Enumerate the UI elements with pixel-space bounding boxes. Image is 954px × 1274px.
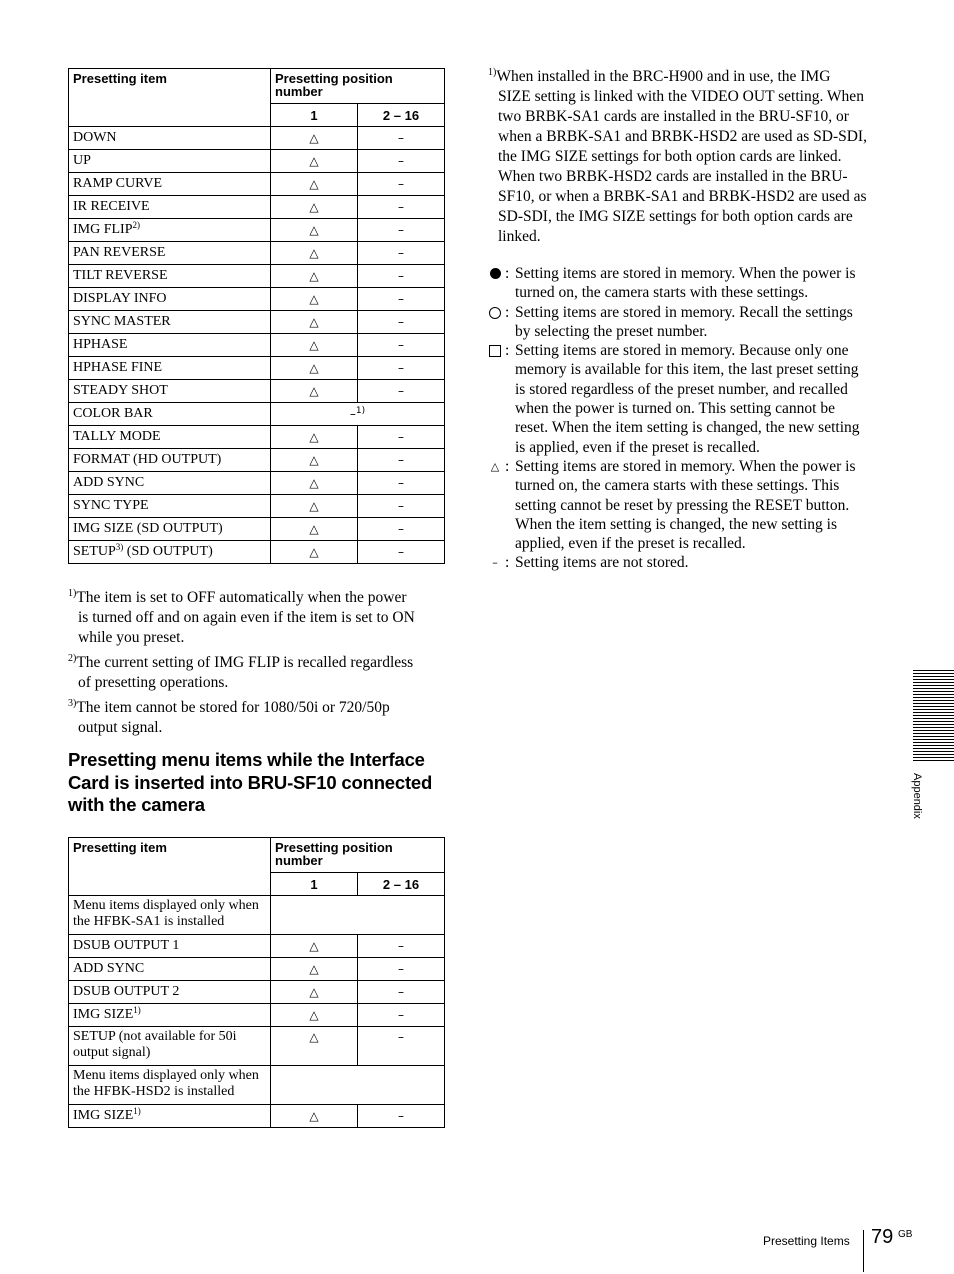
row-name: SETUP$^{3)}$ (SD OUTPUT) — [69, 541, 271, 564]
header-presetting-item: Presetting item — [69, 838, 271, 896]
row-name: UP — [69, 150, 271, 173]
legend-item: – : Setting items are not stored. — [488, 553, 866, 572]
triangle-icon: △ — [271, 334, 358, 357]
dash-icon: – — [358, 196, 445, 219]
triangle-icon: △ — [271, 357, 358, 380]
group-label: Menu items displayed only when the HFBK-SA1 is installed — [69, 896, 271, 935]
dash-icon: – — [358, 935, 445, 958]
circle-icon — [488, 303, 502, 325]
table-row — [69, 541, 445, 564]
row-name: HPHASE — [69, 334, 271, 357]
triangle-icon: △ — [271, 242, 358, 265]
triangle-icon: △ — [271, 265, 358, 288]
row-name: SYNC MASTER — [69, 311, 271, 334]
dash-icon: – — [358, 958, 445, 981]
section-heading: Presetting menu items while the Interface Card is inserted into BRU-SF10 connected with the camera — [68, 749, 433, 815]
table-row — [69, 196, 445, 219]
table-row — [69, 1105, 445, 1128]
triangle-icon: △ — [490, 459, 500, 473]
table-row — [69, 334, 445, 357]
row-name: IMG SIZE (SD OUTPUT) — [69, 518, 271, 541]
table-row — [69, 518, 445, 541]
footnote: $^{3)}$The item cannot be stored for 1080/50i or 720/50p output signal. — [68, 698, 390, 736]
triangle-icon: △ — [271, 1105, 358, 1128]
table-row — [69, 219, 445, 242]
right-footnote: $^{1)}$When installed in the BRC-H900 and in use, the IMG SIZE setting is linked with the VIDEO OUT setting. When two BRBK-SA1 cards are installed in the BRU-SF10, or when a BRBK-SA1 and BRBK-HSD2 are used as SD-SDI, the IMG SIZE settings for both option cards are linked. When two BRBK-HSD2 cards are installed in the BRU-SF10, or when a BRBK-SA1 and BRBK-HSD2 are used as SD-SDI, the IMG SIZE settings for both option cards are linked. — [488, 67, 867, 245]
row-name: STEADY SHOT — [69, 380, 271, 403]
square-icon — [488, 341, 502, 363]
group-empty — [271, 896, 445, 935]
legend-text: Setting items are stored in memory. When the power is turned on, the camera starts with these settings. This setting cannot be reset by pressing the RESET button. When the item setting is changed, the new setting is applied, even if the preset is recalled. — [515, 457, 856, 553]
triangle-icon: △ — [271, 958, 358, 981]
footer-section-name: Presetting Items — [763, 1234, 850, 1248]
table-row — [69, 495, 445, 518]
table-row — [69, 403, 445, 426]
table-row — [69, 357, 445, 380]
triangle-icon: △ — [271, 935, 358, 958]
footnote: $^{2)}$The current setting of IMG FLIP is recalled regardless of presetting operations. — [68, 653, 414, 691]
table-row — [69, 265, 445, 288]
row-name: IMG SIZE$^{1)}$ — [69, 1004, 271, 1027]
triangle-icon: △ — [271, 288, 358, 311]
group-row — [69, 896, 445, 935]
dash-icon: – — [358, 219, 445, 242]
dash-icon: – — [358, 173, 445, 196]
triangle-icon: △ — [271, 518, 358, 541]
triangle-icon: △ — [271, 472, 358, 495]
dash-icon: – — [358, 449, 445, 472]
table-row — [69, 288, 445, 311]
row-name: PAN REVERSE — [69, 242, 271, 265]
header-presetting-position: Presetting position number — [271, 838, 445, 873]
header-presetting-item: Presetting item — [69, 69, 271, 127]
triangle-icon: △ — [271, 426, 358, 449]
row-value-merged: –$^{1)}$ — [271, 403, 445, 426]
table-row — [69, 958, 445, 981]
triangle-icon: △ — [271, 219, 358, 242]
header-col-1: 1 — [271, 873, 358, 896]
symbol-legend — [488, 264, 866, 573]
row-name: IMG FLIP$^{2)}$ — [69, 219, 271, 242]
dash-icon: – — [358, 380, 445, 403]
dash-icon: – — [358, 334, 445, 357]
row-name: ADD SYNC — [69, 472, 271, 495]
dash-icon: – — [358, 472, 445, 495]
row-name: HPHASE FINE — [69, 357, 271, 380]
preset-table-main — [68, 68, 445, 564]
legend-text: Setting items are stored in memory. Because only one memory is available for this item, the last preset setting is stored regardless of the preset number, and recalled when the power is turned on. This setting cannot be reset. When the item setting is changed, the new setting is applied, even if the preset is recalled. — [515, 342, 860, 456]
row-name: FORMAT (HD OUTPUT) — [69, 449, 271, 472]
row-name: COLOR BAR — [69, 403, 271, 426]
triangle-icon: △ — [271, 196, 358, 219]
footnotes — [68, 584, 448, 739]
legend-text: Setting items are stored in memory. When the power is turned on, the camera starts with these settings. — [515, 265, 856, 302]
row-name: IR RECEIVE — [69, 196, 271, 219]
dash-icon: – — [358, 242, 445, 265]
header-col-2-16: 2 – 16 — [358, 873, 445, 896]
preset-table-interface-card — [68, 837, 445, 1128]
triangle-icon: △ — [271, 981, 358, 1004]
page-number: 79 — [871, 1226, 894, 1248]
table-row — [69, 426, 445, 449]
legend-item: △ : Setting items are stored in memory. When the power is turned on, the camera starts with these settings. This setting cannot be reset by pressing the RESET button. When the item setting is changed, the new setting is applied, even if the preset is recalled. — [488, 457, 866, 553]
dash-icon: – — [358, 541, 445, 564]
dash-icon: – — [358, 981, 445, 1004]
row-name: SETUP (not available for 50i output signal) — [69, 1027, 271, 1066]
dash-icon: – — [358, 1027, 445, 1066]
table-row — [69, 311, 445, 334]
group-row — [69, 1066, 445, 1105]
triangle-icon: △ — [271, 127, 358, 150]
triangle-icon: △ — [271, 1004, 358, 1027]
row-name: RAMP CURVE — [69, 173, 271, 196]
triangle-icon: △ — [271, 173, 358, 196]
row-name: IMG SIZE$^{1)}$ — [69, 1105, 271, 1128]
table-row — [69, 981, 445, 1004]
group-label: Menu items displayed only when the HFBK-HSD2 is installed — [69, 1066, 271, 1105]
row-name: DSUB OUTPUT 1 — [69, 935, 271, 958]
row-name: TILT REVERSE — [69, 265, 271, 288]
dash-icon: – — [358, 518, 445, 541]
section-tab-marker — [913, 670, 954, 762]
table-row — [69, 1004, 445, 1027]
dash-icon: – — [358, 357, 445, 380]
row-name: TALLY MODE — [69, 426, 271, 449]
legend-item: : Setting items are stored in memory. When the power is turned on, the camera starts with these settings. — [488, 264, 866, 303]
table-row — [69, 449, 445, 472]
triangle-icon: △ — [271, 380, 358, 403]
dash-icon: – — [358, 311, 445, 334]
legend-item: : Setting items are stored in memory. Recall the settings by selecting the preset number. — [488, 303, 866, 342]
dash-icon: – — [358, 288, 445, 311]
footer-divider — [863, 1230, 864, 1272]
dash-icon: – — [358, 1004, 445, 1027]
row-name: DISPLAY INFO — [69, 288, 271, 311]
legend-text: Setting items are not stored. — [515, 554, 689, 572]
table-row — [69, 935, 445, 958]
legend-text: Setting items are stored in memory. Recall the settings by selecting the preset number. — [515, 303, 853, 340]
group-empty — [271, 1066, 445, 1105]
triangle-icon: △ — [271, 449, 358, 472]
table-row — [69, 173, 445, 196]
legend-item: : Setting items are stored in memory. Because only one memory is available for this item, the last preset setting is stored regardless of the preset number, and recalled when the power is turned on. This setting cannot be reset. When the item setting is changed, the new setting is applied, even if the preset is recalled. — [488, 341, 866, 457]
header-col-1: 1 — [271, 104, 358, 127]
page-suffix: GB — [898, 1229, 913, 1240]
triangle-icon: △ — [271, 150, 358, 173]
dash-icon: – — [358, 150, 445, 173]
triangle-icon: △ — [271, 311, 358, 334]
triangle-icon: △ — [271, 495, 358, 518]
footnote: $^{1)}$The item is set to OFF automatically when the power is turned off and on again even if the item is set to ON while you preset. — [68, 588, 415, 646]
dash-icon: – — [358, 127, 445, 150]
triangle-icon: △ — [271, 541, 358, 564]
dash-icon: – — [358, 265, 445, 288]
table-row — [69, 242, 445, 265]
header-presetting-position: Presetting position number — [271, 69, 445, 104]
table-row — [69, 380, 445, 403]
dash-icon: – — [492, 556, 498, 570]
table-row — [69, 472, 445, 495]
triangle-icon: △ — [271, 1027, 358, 1066]
row-name: ADD SYNC — [69, 958, 271, 981]
table-row — [69, 150, 445, 173]
table-row — [69, 127, 445, 150]
row-name: DOWN — [69, 127, 271, 150]
row-name: SYNC TYPE — [69, 495, 271, 518]
header-col-2-16: 2 – 16 — [358, 104, 445, 127]
row-name: DSUB OUTPUT 2 — [69, 981, 271, 1004]
filled-circle-icon — [488, 264, 502, 285]
table-row — [69, 1027, 445, 1066]
dash-icon: – — [358, 1105, 445, 1128]
dash-icon: – — [358, 426, 445, 449]
side-tab-label: Appendix — [911, 773, 923, 819]
dash-icon: – — [358, 495, 445, 518]
